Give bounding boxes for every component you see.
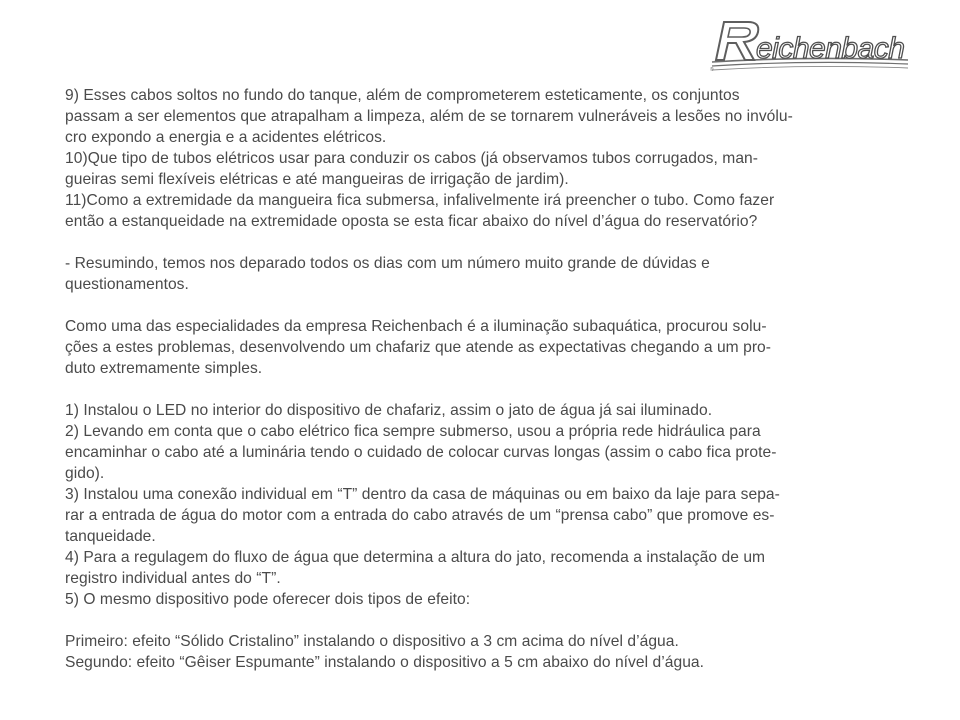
text-line: rar a entrada de água do motor com a entrada do cabo através de um “prensa cabo” que promove es- (65, 507, 775, 524)
text-line: ções a estes problemas, desenvolvendo um chafariz que atende as expectativas chegando a um pro- (65, 339, 772, 356)
text-line: registro individual antes do “T”. (65, 570, 281, 587)
text-line: 1) Instalou o LED no interior do dispositivo de chafariz, assim o jato de água já sai iluminado. (65, 402, 713, 419)
text-line: questionamentos. (65, 276, 189, 293)
text-line: 9) Esses cabos soltos no fundo do tanque, além de comprometerem esteticamente, os conjuntos (65, 87, 740, 104)
text-line: - Resumindo, temos nos deparado todos os dias com um número muito grande de dúvidas e (65, 255, 710, 272)
text-line: 3) Instalou uma conexão individual em “T” dentro da casa de máquinas ou em baixo da laje para sepa- (65, 486, 780, 503)
body-text (65, 85, 895, 673)
blank-line (65, 379, 895, 400)
registered-mark: ® (710, 67, 714, 72)
text-line: Primeiro: efeito “Sólido Cristalino” instalando o dispositivo a 3 cm acima do nível d’água. (65, 633, 679, 650)
text-line: duto extremamente simples. (65, 360, 263, 377)
svg-text:eichenbach: eichenbach (756, 32, 905, 65)
blank-line (65, 232, 895, 253)
text-line: cro expondo a energia e a acidentes elétricos. (65, 129, 387, 146)
text-line: 5) O mesmo dispositivo pode oferecer dois tipos de efeito: (65, 591, 471, 608)
text-line: 2) Levando em conta que o cabo elétrico fica sempre submerso, usou a própria rede hidráulica para (65, 423, 761, 440)
text-line: então a estanqueidade na extremidade oposta se esta ficar abaixo do nível d’água do reservatório? (65, 213, 758, 230)
blank-line (65, 610, 895, 631)
text-line: Como uma das especialidades da empresa Reichenbach é a iluminação subaquática, procurou solu- (65, 318, 767, 335)
reichenbach-logo (708, 16, 914, 72)
text-line: 10)Que tipo de tubos elétricos usar para conduzir os cabos (já observamos tubos corrugados, man- (65, 150, 759, 167)
text-line: encaminhar o cabo até a luminária tendo o cuidado de colocar curvas longas (assim o cabo fica prote- (65, 444, 777, 461)
text-line: tanqueidade. (65, 528, 156, 545)
blank-line (65, 295, 895, 316)
text-line: 4) Para a regulagem do fluxo de água que determina a altura do jato, recomenda a instalação de um (65, 549, 766, 566)
text-line: Segundo: efeito “Gêiser Espumante” instalando o dispositivo a 5 cm abaixo do nível d’água. (65, 654, 705, 671)
text-line: passam a ser elementos que atrapalham a limpeza, além de se tornarem vulneráveis a lesões no invólu- (65, 108, 793, 125)
text-line: 11)Como a extremidade da mangueira fica submersa, infalivelmente irá preencher o tubo. Como fazer (65, 192, 775, 209)
reichenbach-logo-graphic (708, 16, 914, 72)
text-line: gueiras semi flexíveis elétricas e até mangueiras de irrigação de jardim). (65, 171, 569, 188)
text-line: gido). (65, 465, 105, 482)
